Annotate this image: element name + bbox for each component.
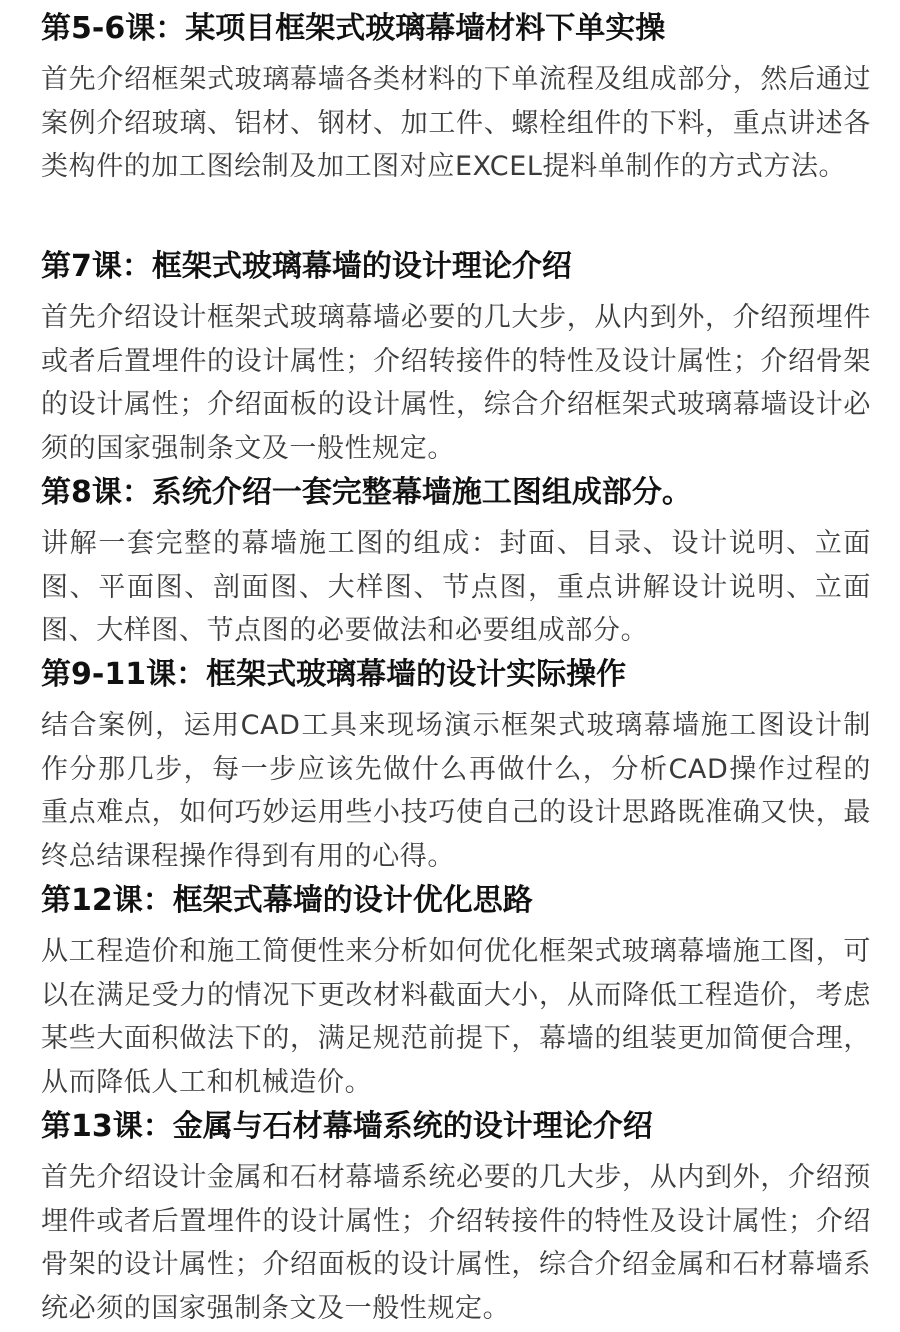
lesson-description: 讲解一套完整的幕墙施工图的组成：封面、目录、设计说明、立面图、平面图、剖面图、大样图、节点图，重点讲解设计说明、立面图、大样图、节点图的必要做法和必要组成部分。 bbox=[41, 528, 871, 646]
lesson-section-5-6 bbox=[41, 10, 871, 189]
lesson-description: 首先介绍设计金属和石材幕墙系统必要的几大步，从内到外，介绍预埋件或者后置埋件的设计属性；介绍转接件的特性及设计属性；介绍骨架的设计属性；介绍面板的设计属性，综合介绍金属和石材幕墙系统必须的国家强制条文及一般性规定。 bbox=[41, 1162, 871, 1324]
lesson-section-13 bbox=[41, 1108, 871, 1330]
lesson-section-9-11 bbox=[41, 656, 871, 878]
lesson-description: 结合案例，运用CAD工具来现场演示框架式玻璃幕墙施工图设计制作分那几步，每一步应该先做什么再做什么，分析CAD操作过程的重点难点，如何巧妙运用些小技巧使自己的设计思路既准确又快，最终总结课程操作得到有用的心得。 bbox=[41, 710, 871, 872]
lesson-title: 第9-11课：框架式玻璃幕墙的设计实际操作 bbox=[41, 657, 627, 692]
lesson-description: 从工程造价和施工简便性来分析如何优化框架式玻璃幕墙施工图，可以在满足受力的情况下更改材料截面大小，从而降低工程造价，考虑某些大面积做法下的，满足规范前提下，幕墙的组装更加简便合理，从而降低人工和机械造价。 bbox=[41, 936, 871, 1098]
lesson-title: 第12课：框架式幕墙的设计优化思路 bbox=[41, 883, 533, 918]
lesson-section-7 bbox=[41, 248, 871, 470]
lesson-title: 第5-6课：某项目框架式玻璃幕墙材料下单实操 bbox=[41, 11, 666, 46]
lesson-section-12 bbox=[41, 882, 871, 1104]
lesson-title: 第7课：框架式玻璃幕墙的设计理论介绍 bbox=[41, 249, 572, 284]
lesson-description: 首先介绍框架式玻璃幕墙各类材料的下单流程及组成部分，然后通过案例介绍玻璃、铝材、钢材、加工件、螺栓组件的下料，重点讲述各类构件的加工图绘制及加工图对应EXCEL提料单制作的方式方法。 bbox=[41, 64, 871, 182]
lesson-section-8 bbox=[41, 474, 871, 653]
lesson-description: 首先介绍设计框架式玻璃幕墙必要的几大步，从内到外，介绍预埋件或者后置埋件的设计属性；介绍转接件的特性及设计属性；介绍骨架的设计属性；介绍面板的设计属性，综合介绍框架式玻璃幕墙设计必须的国家强制条文及一般性规定。 bbox=[41, 302, 871, 464]
lesson-title: 第8课：系统介绍一套完整幕墙施工图组成部分。 bbox=[41, 475, 692, 510]
lesson-title: 第13课：金属与石材幕墙系统的设计理论介绍 bbox=[41, 1109, 653, 1144]
